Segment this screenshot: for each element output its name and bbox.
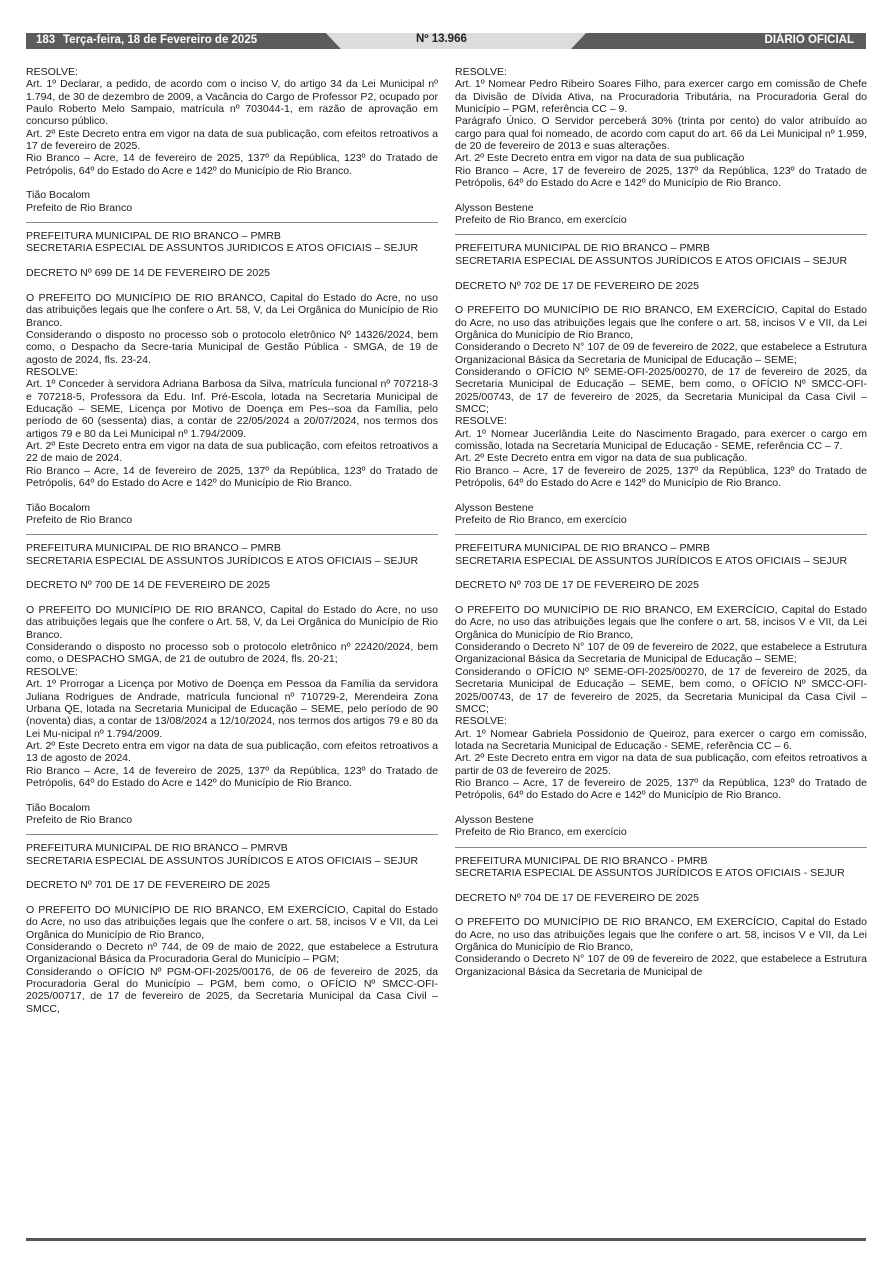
paragraph-spacer — [26, 567, 438, 579]
text-paragraph: Art. 2º Este Decreto entra em vigor na data de sua publicação — [455, 152, 745, 165]
paragraph-spacer — [455, 567, 867, 579]
text-paragraph: Prefeito de Rio Branco — [26, 514, 133, 527]
text-paragraph: Tião Bocalom — [26, 801, 91, 814]
text-paragraph: PREFEITURA MUNICIPAL DE RIO BRANCO – PMRB — [26, 230, 281, 243]
text-paragraph: SECRETARIA ESPECIAL DE ASSUNTOS JURÍDICOS E ATOS OFICIAIS – SEJUR — [26, 554, 419, 567]
text-paragraph: Prefeito de Rio Branco, em exercício — [455, 214, 627, 227]
text-paragraph: SECRETARIA ESPECIAL DE ASSUNTOS JURÍDICOS E ATOS OFICIAIS – SEJUR — [455, 254, 848, 267]
text-paragraph: PREFEITURA MUNICIPAL DE RIO BRANCO – PMRB — [455, 542, 710, 555]
issue-date: Terça-feira, 18 de Fevereiro de 2025 — [63, 34, 258, 46]
section-divider — [26, 834, 438, 835]
text-paragraph: O PREFEITO DO MUNICÍPIO DE RIO BRANCO, Capital do Estado do Acre, no uso das atribuições legais que lhe confere o Art. 58, V, da Lei Orgânica do Município de Rio Branco. — [26, 604, 438, 641]
paragraph-spacer — [26, 892, 438, 904]
section-divider — [455, 534, 867, 535]
paragraph-spacer — [26, 789, 438, 801]
text-paragraph: PREFEITURA MUNICIPAL DE RIO BRANCO – PMRB — [26, 542, 281, 555]
page-header — [26, 33, 866, 49]
paragraph-spacer — [26, 867, 438, 879]
paragraph-spacer — [455, 267, 867, 279]
text-paragraph: SECRETARIA ESPECIAL DE ASSUNTOS JURÍDICOS E ATOS OFICIAIS – SEJUR — [455, 554, 848, 567]
text-paragraph: RESOLVE: — [26, 665, 78, 678]
text-paragraph: O PREFEITO DO MUNICÍPIO DE RIO BRANCO, EM EXERCÍCIO, Capital do Estado do Acre, no uso das atribuições legais que lhe confere o art. 58, incisos V e VII, da Lei Orgânica do Município de Rio Branco, — [26, 904, 438, 941]
text-paragraph: PREFEITURA MUNICIPAL DE RIO BRANCO – PMRVB — [26, 842, 288, 855]
text-paragraph: Considerando o disposto no processo sob o protocolo eletrônico nº 22420/2024, bem como, o DESPACHO SMGA, de 21 de outubro de 2024, fls. 20-21; — [26, 641, 438, 666]
text-paragraph: DECRETO Nº 702 DE 17 DE FEVEREIRO DE 2025 — [455, 279, 699, 292]
text-paragraph: Considerando o Decreto nº 744, de 09 de maio de 2022, que estabelece a Estrutura Organizacional Básica da Procuradoria Geral do Município – PGM; — [26, 941, 438, 966]
paragraph-spacer — [26, 280, 438, 292]
text-paragraph: Tião Bocalom — [26, 501, 91, 514]
text-paragraph: Tião Bocalom — [26, 189, 91, 202]
text-paragraph: DECRETO Nº 703 DE 17 DE FEVEREIRO DE 2025 — [455, 579, 699, 592]
text-paragraph: Rio Branco – Acre, 17 de fevereiro de 2025, 137º da República, 123º do Tratado de Petrópolis, 64º do Estado do Acre e 142º do Município de Rio Branco. — [455, 776, 867, 802]
paragraph-spacer — [455, 904, 867, 916]
paragraph-spacer — [455, 879, 867, 891]
text-paragraph: Considerando o OFÍCIO Nº SEME-OFI-2025/00270, de 17 de fevereiro de 2025, da Secretaria Municipal de Educação – SEME, bem como, o OFÍCIO Nº SMCC-OFI-2025/00743, de 17 de fevereiro de 2025, da Secretaria Municipal da Casa Civil – SMCC; — [455, 665, 867, 715]
text-paragraph: Art. 1º Nomear Jucerlândia Leite do Nascimento Bragado, para exercer o cargo em comissão, lotada na Secretaria Municipal de Educação - SEME, referência CC – 7. — [455, 427, 867, 452]
text-paragraph: Art. 1º Declarar, a pedido, de acordo com o inciso V, do artigo 34 da Lei Municipal nº 1.794, de 30 de dezembro de 2009, a Vacância do Cargo de Professor P2, ocupado por Paulo Roberto Melo Sampaio, matrícula nº 703044-1, em razão de aprovação em concurso público. — [26, 78, 438, 128]
text-paragraph: Alysson Bestene — [455, 501, 534, 514]
right-column — [455, 66, 867, 978]
issue-number: Nº 13.966 — [416, 33, 467, 45]
text-paragraph: Considerando o Decreto N° 107 de 09 de fevereiro de 2022, que estabelece a Estrutura Organizacional Básica da Secretaria de Municipal de Educação – SEME; — [455, 341, 867, 366]
paragraph-spacer — [26, 592, 438, 604]
text-paragraph: Art. 2º Este Decreto entra em vigor na data de sua publicação, com efeitos retroativos a 13 de agosto de 2024. — [26, 739, 438, 765]
text-paragraph: DECRETO Nº 701 DE 17 DE FEVEREIRO DE 2025 — [26, 879, 270, 892]
text-paragraph: Prefeito de Rio Branco — [26, 201, 133, 214]
text-paragraph: RESOLVE: — [26, 66, 78, 78]
text-paragraph: Alysson Bestene — [455, 201, 534, 214]
section-divider — [455, 234, 867, 235]
footer-rule — [26, 1238, 866, 1241]
section-divider — [26, 222, 438, 223]
paragraph-spacer — [455, 489, 867, 501]
paragraph-spacer — [455, 292, 867, 304]
text-paragraph: Rio Branco – Acre, 14 de fevereiro de 2025, 137º da República, 123º do Tratado de Petrópolis, 64º do Estado do Acre e 142º do Município de Rio Branco. — [26, 764, 438, 789]
paragraph-spacer — [455, 189, 867, 201]
text-paragraph: O PREFEITO DO MUNICÍPIO DE RIO BRANCO, EM EXERCÍCIO, Capital do Estado do Acre, no uso das atribuições legais que lhe confere o art. 58, incisos V e VII, da Lei Orgânica do Município de Rio Branco, — [455, 304, 867, 341]
text-paragraph: Rio Branco – Acre, 17 de fevereiro de 2025, 137º da República, 123º do Tratado de Petrópolis, 64º do Estado do Acre e 142º do Município de Rio Branco. — [455, 464, 867, 489]
text-paragraph: DECRETO Nº 699 DE 14 DE FEVEREIRO DE 2025 — [26, 267, 270, 280]
text-paragraph: Rio Branco – Acre, 14 de fevereiro de 2025, 137º da República, 123º do Tratado de Petrópolis, 64º do Estado do Acre e 142º do Município de Rio Branco. — [26, 464, 438, 489]
text-paragraph: Art. 1º Nomear Pedro Ribeiro Soares Filho, para exercer cargo em comissão de Chefe da Divisão de Dívida Ativa, na Procuradoria Tributária, na Procuradoria Geral do Município – PGM, referência CC – 9. — [455, 78, 867, 116]
text-paragraph: Prefeito de Rio Branco — [26, 813, 133, 826]
text-paragraph: SECRETARIA ESPECIAL DE ASSUNTOS JURÍDICOS E ATOS OFICIAIS - SEJUR — [455, 866, 845, 879]
text-paragraph: Art. 2º Este Decreto entra em vigor na data de sua publicação, com efeitos retroativos a 17 de fevereiro de 2025. — [26, 127, 438, 153]
text-paragraph: Art. 1º Conceder à servidora Adriana Barbosa da Silva, matrícula funcional nº 707218-3 e 707218-5, Professora da Edu. Inf. Pré-Escola, lotada na Secretaria Municipal de Educação – SEME, Licença por Motivo de Doença em Pes--soa da Família, pelo período de 60 (sessenta) dias, a contar de 22/05/2024 a 20/07/2024, nos termos dos artigos 79 e 80 da Lei Municipal nº 1.794/2009. — [26, 378, 438, 440]
text-paragraph: DECRETO Nº 700 DE 14 DE FEVEREIRO DE 2025 — [26, 579, 270, 592]
text-paragraph: Art. 1º Prorrogar a Licença por Motivo de Doença em Pessoa da Família da servidora Juliana Rodrigues de Andrade, matrícula funcional nº 710729-2, Merendeira Zona Urbana QE, lotada na Secretaria Municipal de Educação – SEME, pelo período de 90 (noventa) dias, a contar de 13/08/2024 a 12/10/2024, nos termos dos artigos 79 e 80 da Lei Mu-nicipal nº 1.794/2009. — [26, 678, 438, 740]
text-paragraph: SECRETARIA ESPECIAL DE ASSUNTOS JURIDICOS E ATOS OFICIAIS – SEJUR — [26, 242, 419, 255]
left-column — [26, 66, 438, 1015]
text-paragraph: Considerando o Decreto N° 107 de 09 de fevereiro de 2022, que estabelece a Estrutura Organizacional Básica da Secretaria de Municipal de Educação – SEME; — [455, 641, 867, 666]
section-divider — [455, 847, 867, 848]
text-paragraph: Art. 1º Nomear Gabriela Possidonio de Queiroz, para exercer o cargo em comissão, lotada na Secretaria Municipal de Educação - SEME, referência CC – 6. — [455, 727, 867, 752]
text-paragraph: O PREFEITO DO MUNICÍPIO DE RIO BRANCO, EM EXERCÍCIO, Capital do Estado do Acre, no uso das atribuições legais que lhe confere o art. 58, incisos V e VII, da Lei Orgânica do Município de Rio Branco, — [455, 604, 867, 641]
text-paragraph: RESOLVE: — [26, 365, 78, 378]
text-paragraph: O PREFEITO DO MUNICÍPIO DE RIO BRANCO, EM EXERCÍCIO, Capital do Estado do Acre, no uso das atribuições legais que lhe confere o art. 58, incisos V e VII, da Lei Orgânica do Município de Rio Branco, — [455, 916, 867, 954]
section-divider — [26, 534, 438, 535]
paragraph-spacer — [26, 177, 438, 189]
paragraph-spacer — [455, 592, 867, 604]
text-paragraph: O PREFEITO DO MUNICÍPIO DE RIO BRANCO, Capital do Estado do Acre, no uso das atribuições legais que lhe confere o Art. 58, V, da Lei Orgânica do Município de Rio Branco. — [26, 291, 438, 329]
text-paragraph: DECRETO Nº 704 DE 17 DE FEVEREIRO DE 2025 — [455, 891, 699, 904]
text-paragraph: RESOLVE: — [455, 66, 507, 78]
text-paragraph: Art. 2º Este Decreto entra em vigor na data de sua publicação. — [455, 452, 748, 465]
text-paragraph: Art. 2º Este Decreto entra em vigor na data de sua publicação, com efeitos retroativos a partir de 03 de fevereiro de 2025. — [455, 752, 867, 777]
text-paragraph: Rio Branco – Acre, 14 de fevereiro de 2025, 137º da República, 123º do Tratado de Petrópolis, 64º do Estado do Acre e 142º do Município de Rio Branco. — [26, 152, 438, 177]
publication-title: DIÁRIO OFICIAL — [764, 34, 854, 46]
text-paragraph: Considerando o disposto no processo sob o protocolo eletrônico Nº 14326/2024, bem como, o Despacho da Secre-taria Municipal de Gestão Pública - SMGA, de 19 de agosto de 2024, fls. 23-24. — [26, 328, 438, 366]
text-paragraph: Art. 2º Este Decreto entra em vigor na data de sua publicação, com efeitos retroativos a 22 de maio de 2024. — [26, 439, 438, 465]
text-paragraph: Parágrafo Único. O Servidor perceberá 30% (trinta por cento) do valor atribuído ao cargo para qual foi nomeado, de acordo com caput do art. 66 da Lei Municipal nº 1.959, de 20 de fevereiro de 2013 e suas alterações. — [455, 115, 867, 153]
text-paragraph: Prefeito de Rio Branco, em exercício — [455, 514, 627, 527]
text-paragraph: PREFEITURA MUNICIPAL DE RIO BRANCO - PMRB — [455, 854, 708, 867]
text-paragraph: Considerando o OFÍCIO Nº SEME-OFI-2025/00270, de 17 de fevereiro de 2025, da Secretaria Municipal de Educação – SEME, bem como, o OFÍCIO Nº SMCC-OFI-2025/00743, de 17 de fevereiro de 2025, da Secretaria Municipal da Casa Civil – SMCC; — [455, 365, 867, 415]
paragraph-spacer — [455, 802, 867, 814]
paragraph-spacer — [26, 255, 438, 267]
paragraph-spacer — [26, 489, 438, 501]
text-paragraph: SECRETARIA ESPECIAL DE ASSUNTOS JURÍDICOS E ATOS OFICIAIS – SEJUR — [26, 854, 419, 867]
text-paragraph: Rio Branco – Acre, 17 de fevereiro de 2025, 137º da República, 123º do Tratado de Petrópolis, 64º do Estado do Acre e 142º do Município de Rio Branco. — [455, 164, 867, 190]
text-paragraph: Alysson Bestene — [455, 813, 534, 826]
text-paragraph: RESOLVE: — [455, 415, 507, 428]
text-paragraph: RESOLVE: — [455, 715, 507, 728]
text-paragraph: Considerando o Decreto N° 107 de 09 de fevereiro de 2022, que estabelece a Estrutura Organizacional Básica da Secretaria de Municipal de — [455, 953, 867, 978]
text-paragraph: Considerando o OFÍCIO Nº PGM-OFI-2025/00176, de 06 de fevereiro de 2025, da Procuradoria Geral do Município – PGM, bem como, o OFÍCIO Nº SMCC-OFI-2025/00717, de 17 de fevereiro de 2025, da Secretaria Municipal da Casa Civil – SMCC, — [26, 965, 438, 1015]
text-paragraph: Prefeito de Rio Branco, em exercício — [455, 826, 627, 839]
text-paragraph: PREFEITURA MUNICIPAL DE RIO BRANCO – PMRB — [455, 242, 710, 255]
page-number: 183 — [36, 34, 56, 46]
